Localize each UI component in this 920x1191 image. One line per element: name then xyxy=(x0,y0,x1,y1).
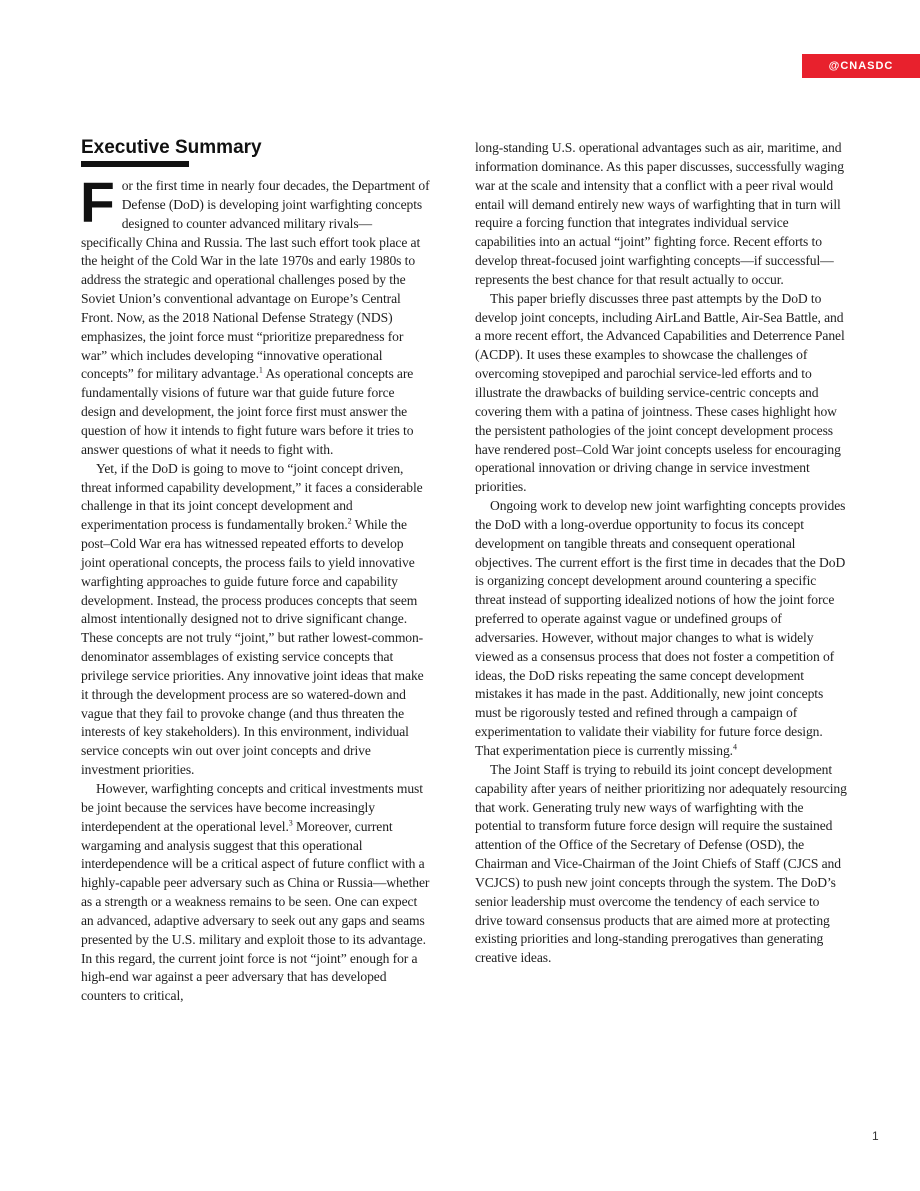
drop-cap: F xyxy=(80,171,115,235)
footnote-ref-1[interactable]: 1 xyxy=(258,365,263,375)
right-column xyxy=(475,139,847,968)
section-title: Executive Summary xyxy=(81,137,262,158)
left-column xyxy=(80,171,431,1006)
twitter-handle-tag: @CNASDC xyxy=(802,54,920,78)
paragraph-5-text: Ongoing work to develop new joint warfighting concepts provides the DoD with a long-overdue opportunity to focus its concept development on tangible threats and consequent operational objectives. The current effort is the first time in decades that the DoD is organizing concept development around countering a specific threat instead of supporting idealized notions of how the joint force preferred to operate against vague or undefined groups of adversaries. However, without major changes to what is widely viewed as a consensus process that does not foster a competition of ideas, the DoD risks repeating the same concept development mistakes it has made in the past. Additionally, new joint concepts must be rigorously tested and refined through a campaign of experimentation to validate their viability for future force design. That experimentation piece is currently missing. xyxy=(475,498,846,758)
paragraph-1 xyxy=(80,171,431,460)
paragraph-3-text-start: However, warfighting concepts and critical investments must be joint because the services have become increasingly interdependent at the operational level. xyxy=(81,781,423,834)
page-number: 1 xyxy=(872,1129,879,1143)
paragraph-6: The Joint Staff is trying to rebuild its joint concept development capability after years of neither prioritizing nor adequately resourcing that work. Generating truly new ways of warfighting with the potential to transform future force design will require the sustained attention of the Office of the Secretary of Defense (OSD), the Chairman and Vice-Chairman of the Joint Chiefs of Staff (CJCS and VCJCS) to push new joint concepts through the system. The DoD’s senior leadership must overcome the tendency of each service to drive toward consensus products that are aimed more at protecting existing priorities and long-standing prerogatives than generating creative ideas. xyxy=(475,761,847,966)
footnote-ref-3[interactable]: 3 xyxy=(288,818,293,828)
paragraph-2-text-start: Yet, if the DoD is going to move to “joint concept driven, threat informed capability development,” it faces a considerable challenge in that its joint concept development and experimentation process is fundamentally broken. xyxy=(81,460,423,533)
paragraph-5 xyxy=(475,497,847,761)
paragraph-2-text-end: While the post–Cold War era has witnessed repeated efforts to develop joint operational concepts, the process fails to yield innovative warfighting approaches to guide future force and capability development. Instead, the process produces concepts that seem almost intentionally designed not to drive significant change. These concepts are not truly “joint,” but rather lowest-common-denominator assemblages of existing service concepts that privilege service priorities. Any innovative joint ideas that make it through the development process are so watered-down and vague that they fail to provoke change (and thus threaten the interests of key stakeholders). In this environment, individual service concepts win out over joint concepts and drive investment priorities. xyxy=(81,517,424,778)
title-underline xyxy=(81,161,189,167)
paragraph-3 xyxy=(81,780,431,1006)
footnote-ref-4[interactable]: 4 xyxy=(732,742,737,752)
paragraph-2 xyxy=(81,460,431,780)
paragraph-1-text-start: or the first time in nearly four decades, the Department of Defense (DoD) is developing joint warfighting concepts designed to counter advanced military rivals—specifically China and Russia. The last such effort took place at the height of the Cold War in the late 1970s and early 1980s to address the strategic and operational challenges posed by the Soviet Union’s conventional advantage on Europe’s Central Front. Now, as the 2018 National Defense Strategy (NDS) emphasizes, the joint force must “prioritize preparedness for war” which includes developing “innovative operational concepts” for military advantage. xyxy=(81,178,430,382)
paragraph-4: This paper briefly discusses three past attempts by the DoD to develop joint concepts, including AirLand Battle, Air-Sea Battle, and a more recent effort, the Advanced Capabilities and Deterrence Panel (ACDP). It uses these examples to showcase the challenges of overcoming stovepiped and parochial service-led efforts and to illustrate the drawbacks of building service-centric concepts and covering them with a patina of jointness. These cases highlight how the persistent pathologies of the joint concept development process have rendered post–Cold War joint concepts useless for encouraging operational innovation or driving change in service investment priorities. xyxy=(475,290,845,495)
paragraph-1-text-end: As operational concepts are fundamentally visions of future war that guide future force design and development, the joint force first must answer the question of how it intends to fight future wars before it tries to answer questions of what it needs to fight with. xyxy=(81,366,414,457)
paragraph-3-continued: long-standing U.S. operational advantages such as air, maritime, and information dominance. As this paper discusses, successfully waging war at the scale and intensity that a conflict with a peer rival would entail will demand entirely new ways of warfighting that in turn will require a forcing function that integrates individual service capabilities into an actual “joint” fighting force. Recent efforts to develop threat-focused joint warfighting concepts—if successful—represents the best chance for that result actually to occur. xyxy=(475,140,844,287)
paragraph-3-text-end: Moreover, current wargaming and analysis suggest that this operational interdependence will be a critical aspect of future conflict with a highly-capable peer adversary such as China or Russia—whether as a strength or a weakness remains to be seen. One can expect an advanced, adaptive adversary to seek out any gaps and seams presented by the U.S. military and exploit those to its advantage. In this regard, the current joint force is not “joint” enough for a high-end war against a peer adversary that has developed counters to critical, xyxy=(81,818,430,1004)
footnote-ref-2[interactable]: 2 xyxy=(347,516,352,526)
